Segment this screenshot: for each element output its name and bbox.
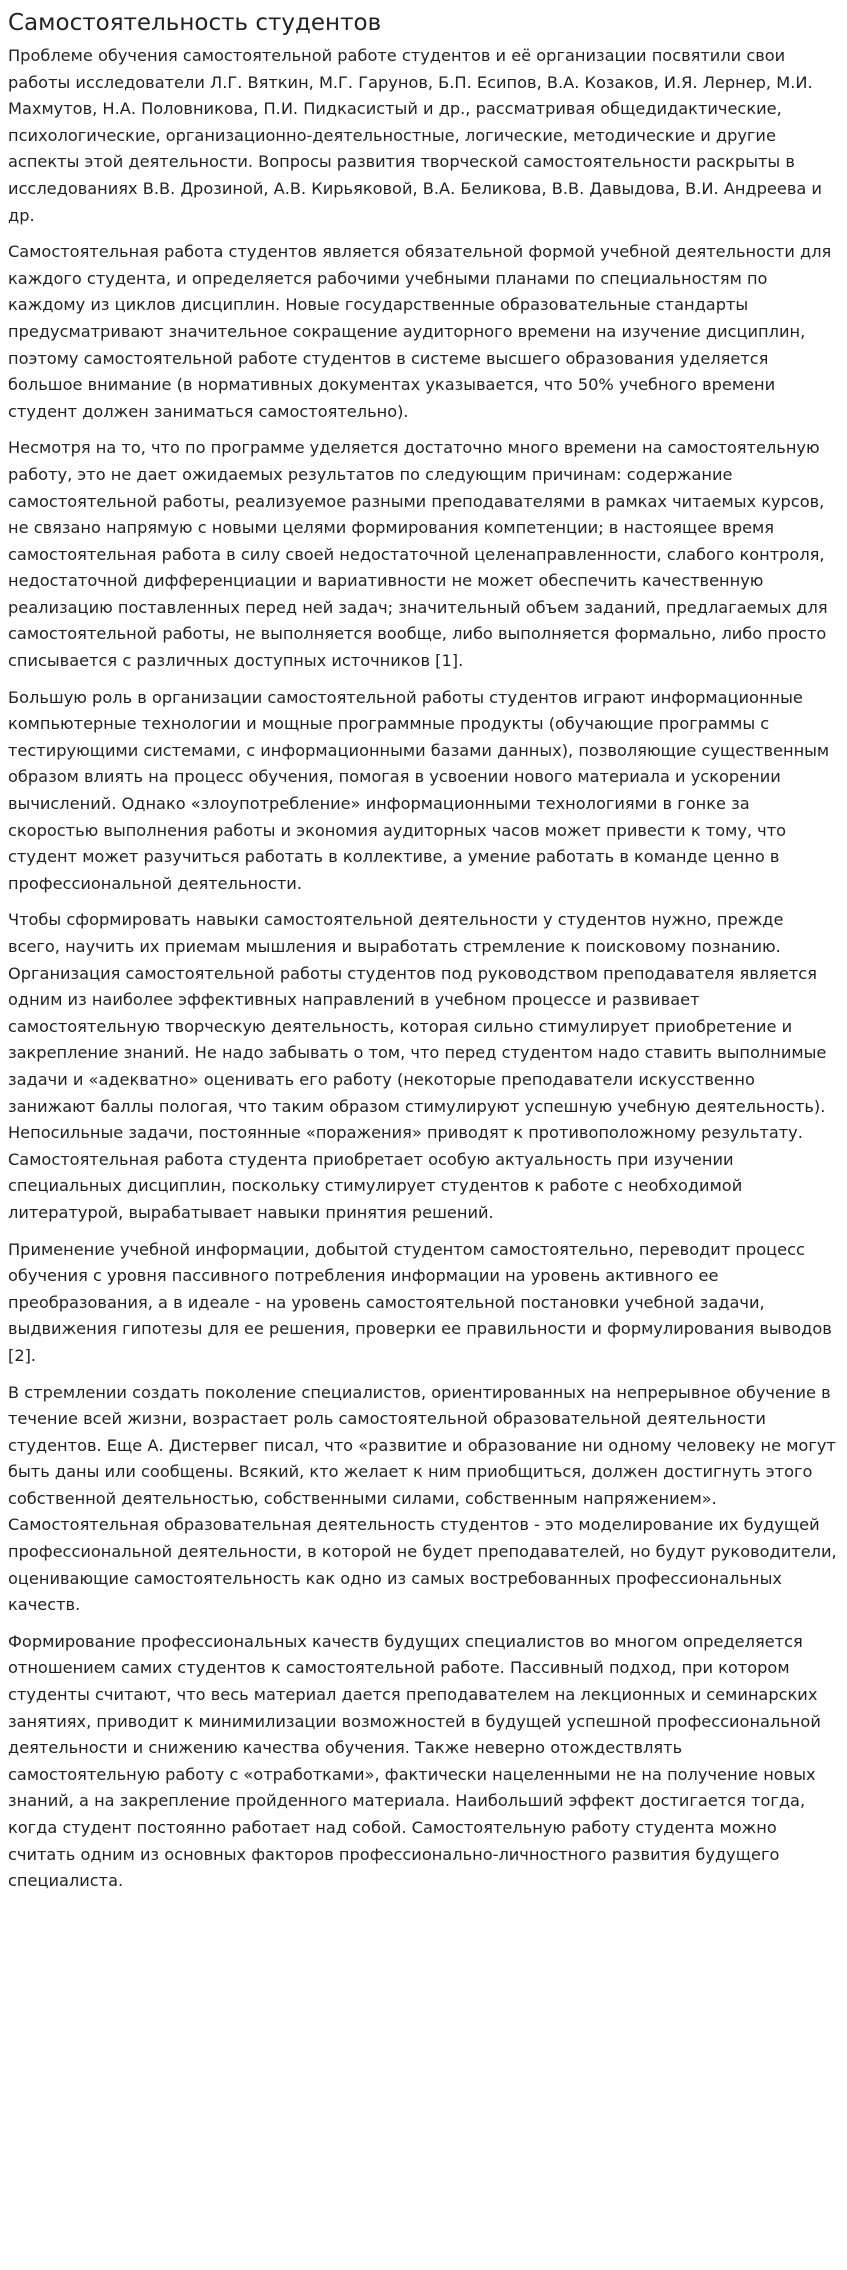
article-title: Самостоятельность студентов (8, 10, 382, 36)
paragraph-5: Чтобы сформировать навыки самостоятельной деятельности у студентов нужно, прежде всего, научить их приемам мышления и выработать стремление к поисковому познанию. Организация самостоятельной работы студентов под руководством преподавателя является одним из наиболее эффективных направлений в учебном процессе и развивает самостоятельную творческую деятельность, которая сильно стимулирует приобретение и закрепление знаний. Не надо забывать о том, что перед студентом надо ставить выполнимые задачи и «адекватно» оценивать его работу (некоторые преподаватели искусственно занижают баллы пологая, что таким образом стимулируют успешную учебную деятельность). Непосильные задачи, постоянные «поражения» приводят к противоположному результату. Самостоятельная работа студента приобретает особую актуальность при изучении специальных дисциплин, поскольку стимулирует студентов к работе с необходимой литературой, вырабатывает навыки принятия решений. (8, 910, 827, 1222)
paragraph-2: Самостоятельная работа студентов является обязательной формой учебной деятельности для каждого студента, и определяется рабочими учебными планами по специальностям по каждому из циклов дисциплин. Новые государственные образовательные стандарты предусматривают значительное сокращение аудиторного времени на изучение дисциплин, поэтому самостоятельной работе студентов в системе высшего образования уделяется большое внимание (в нормативных документах указывается, что 50% учебного времени студент должен заниматься самостоятельно). (8, 242, 832, 421)
paragraph-4: Большую роль в организации самостоятельной работы студентов играют информационные компьютерные технологии и мощные программные продукты (обучающие программы с тестирующими системами, с информационными базами данных), позволяющие существенным образом влиять на процесс обучения, помогая в усвоении нового материала и ускорении вычислений. Однако «злоупотребление» информационными технологиями в гонке за скоростью выполнения работы и экономия аудиторных часов может привести к тому, что студент может разучиться работать в коллективе, а умение работать в команде ценно в профессиональной деятельности. (8, 687, 830, 893)
paragraph-1: Проблеме обучения самостоятельной работе студентов и её организации посвятили свои работы исследователи Л.Г. Вяткин, М.Г. Гарунов, Б.П. Есипов, В.А. Козаков, И.Я. Лернер, М.И. Махмутов, Н.А. Половникова, П.И. Пидкасистый и др., рассматривая общедидактические, психологические, организационно-деятельностные, логические, методические и другие аспекты этой деятельности. Вопросы развития творческой самостоятельности раскрыты в исследованиях В.В. Дрозиной, А.В. Кирьяковой, В.А. Беликова, В.В. Давыдова, В.И. Андреева и др. (8, 46, 822, 225)
paragraph-8: Формирование профессиональных качеств будущих специалистов во многом определяется отношением самих студентов к самостоятельной работе. Пассивный подход, при котором студенты считают, что весь материал дается преподавателем на лекционных и семинарских занятиях, приводит к минимилизации возможностей в будущей успешной профессиональной деятельности и снижению качества обучения. Также неверно отождествлять самостоятельную работу с «отработками», фактически нацеленными не на получение новых знаний, а на закрепление пройденного материала. Наибольший эффект достигается тогда, когда студент постоянно работает над собой. Самостоятельную работу студента можно считать одним из основных факторов профессионально-личностного развития будущего специалиста. (8, 1631, 821, 1891)
paragraph-6: Применение учебной информации, добытой студентом самостоятельно, переводит процесс обучения с уровня пассивного потребления информации на уровень активного ее преобразования, а в идеале - на уровень самостоятельной постановки учебной задачи, выдвижения гипотезы для ее решения, проверки ее правильности и формулирования выводов [2]. (8, 1239, 832, 1365)
paragraph-3: Несмотря на то, что по программе уделяется достаточно много времени на самостоятельную работу, это не дает ожидаемых результатов по следующим причинам: содержание самостоятельной работы, реализуемое разными преподавателями в рамках читаемых курсов, не связано напрямую с новыми целями формирования компетенции; в настоящее время самостоятельная работа в силу своей недостаточной целенаправленности, слабого контроля, недостаточной дифференциации и вариативности не может обеспечить качественную реализацию поставленных перед ней задач; значительный объем заданий, предлагаемых для самостоятельной работы, не выполняется вообще, либо выполняется формально, либо просто списывается с различных доступных источников [1]. (8, 438, 828, 671)
paragraph-7: В стремлении создать поколение специалистов, ориентированных на непрерывное обучение в течение всей жизни, возрастает роль самостоятельной образовательной деятельности студентов. Еще А. Дистервег писал, что «развитие и образование ни одному человеку не могут быть даны или сообщены. Всякий, кто желает к ним приобщиться, должен достигнуть этого собственной деятельностью, собственными силами, собственным напряжением». Самостоятельная образовательная деятельность студентов - это моделирование их будущей профессиональной деятельности, в которой не будет преподавателей, но будут руководители, оценивающие самостоятельность как одно из самых востребованных профессиональных качеств. (8, 1382, 837, 1615)
